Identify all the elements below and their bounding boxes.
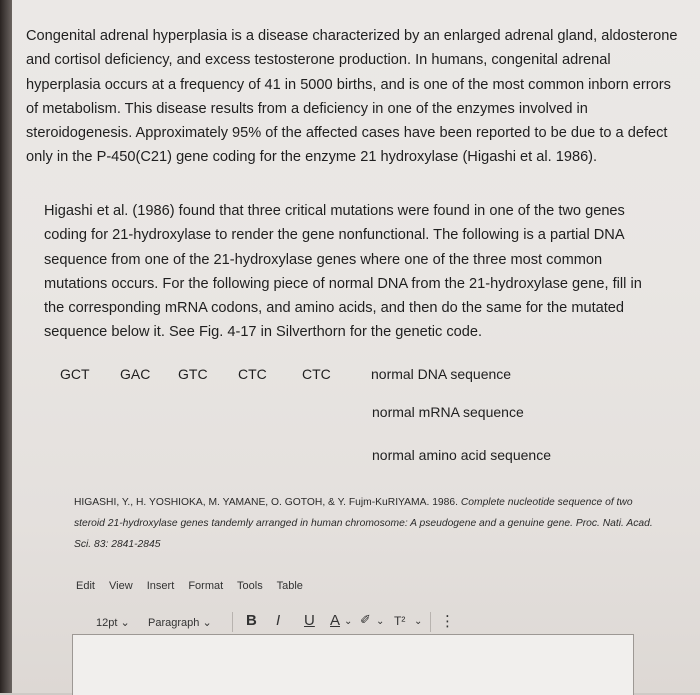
menu-insert[interactable]: Insert	[146, 580, 175, 592]
chevron-down-icon: ⌄	[120, 617, 130, 629]
reference-citation	[74, 492, 654, 555]
reference-authors: HIGASHI, Y., H. YOSHIOKA, M. YAMANE, O. GOTOH, & Y. Fujm-KuRIYAMA. 1986.	[74, 497, 458, 508]
editor-toolbar	[80, 612, 500, 634]
toolbar-divider	[430, 612, 431, 632]
codon: CTC	[302, 366, 331, 382]
reference-title: Complete nucleotide sequence of two steroid 21-hydroxylase genes tandemly arranged in human chromosome: A pseudogene and a genuine gene. Proc. Nati. Acad. Sci.	[74, 497, 653, 550]
font-size-select[interactable]	[96, 616, 130, 629]
chevron-down-icon[interactable]: ⌄	[414, 616, 423, 627]
dna-label: normal DNA sequence	[371, 366, 512, 382]
codon: CTC	[238, 366, 267, 382]
rich-text-editor[interactable]	[72, 634, 634, 695]
menu-edit[interactable]: Edit	[76, 580, 95, 592]
italic-button[interactable]: I	[276, 612, 281, 629]
amino-acid-label: normal amino acid sequence	[372, 447, 551, 463]
highlight-icon[interactable]: ✐	[360, 612, 371, 627]
mrna-label: normal mRNA sequence	[372, 404, 524, 420]
menu-format[interactable]: Format	[188, 580, 224, 592]
menu-table[interactable]: Table	[276, 580, 303, 592]
editor-menubar	[76, 580, 314, 592]
instructions-paragraph: Higashi et al. (1986) found that three critical mutations were found in one of the two genes coding for 21-hydroxylase to render the gene nonfunctional. The following is a partial DNA sequence from one of the 21-hydroxylase genes where one of the three most common mutations occurs. For the following piece of normal DNA from the 21-hydroxylase gene, fill in the corresponding mRNA codons, and amino acids, and then do the same for the mutated sequence below it. See Fig. 4-17 in Silverthorn for the genetic code.	[44, 203, 642, 341]
chevron-down-icon[interactable]: ⌄	[376, 616, 385, 627]
chevron-down-icon: ⌄	[202, 617, 212, 629]
block-format-select[interactable]	[148, 616, 212, 629]
block-format-value: Paragraph	[148, 617, 200, 629]
intro-paragraph: Congenital adrenal hyperplasia is a disease characterized by an enlarged adrenal gland, aldosterone and cortisol deficiency, and excess testosterone production. In humans, congenital adrenal hyperplasia occurs at a frequency of 41 in 5000 births, and is one of the most common inborn errors of metabolism. This disease results from a deficiency in one of the enzymes involved in steroidogenesis. Approximately 95% of the affected cases have been reported to be due to a defect only in the P-450(C21) gene coding for the enzyme 21 hydroxylase (Higashi et al. 1986).	[26, 28, 678, 166]
reference-cite: 83: 2841-2845	[94, 539, 161, 550]
codon: GTC	[178, 366, 208, 382]
more-options-icon[interactable]: ⋮	[440, 613, 455, 630]
menu-view[interactable]: View	[109, 580, 133, 592]
font-color-button[interactable]: A	[330, 612, 341, 629]
chevron-down-icon[interactable]: ⌄	[344, 616, 353, 627]
device-bezel	[0, 0, 12, 693]
toolbar-divider	[232, 612, 233, 632]
underline-button[interactable]: U	[304, 612, 315, 629]
codon: GCT	[60, 366, 90, 382]
dna-codon-row	[14, 366, 694, 390]
superscript-button[interactable]: T²	[394, 614, 406, 628]
bold-button[interactable]: B	[246, 612, 257, 629]
codon: GAC	[120, 366, 151, 382]
font-size-value: 12pt	[96, 617, 118, 629]
menu-tools[interactable]: Tools	[237, 580, 263, 592]
